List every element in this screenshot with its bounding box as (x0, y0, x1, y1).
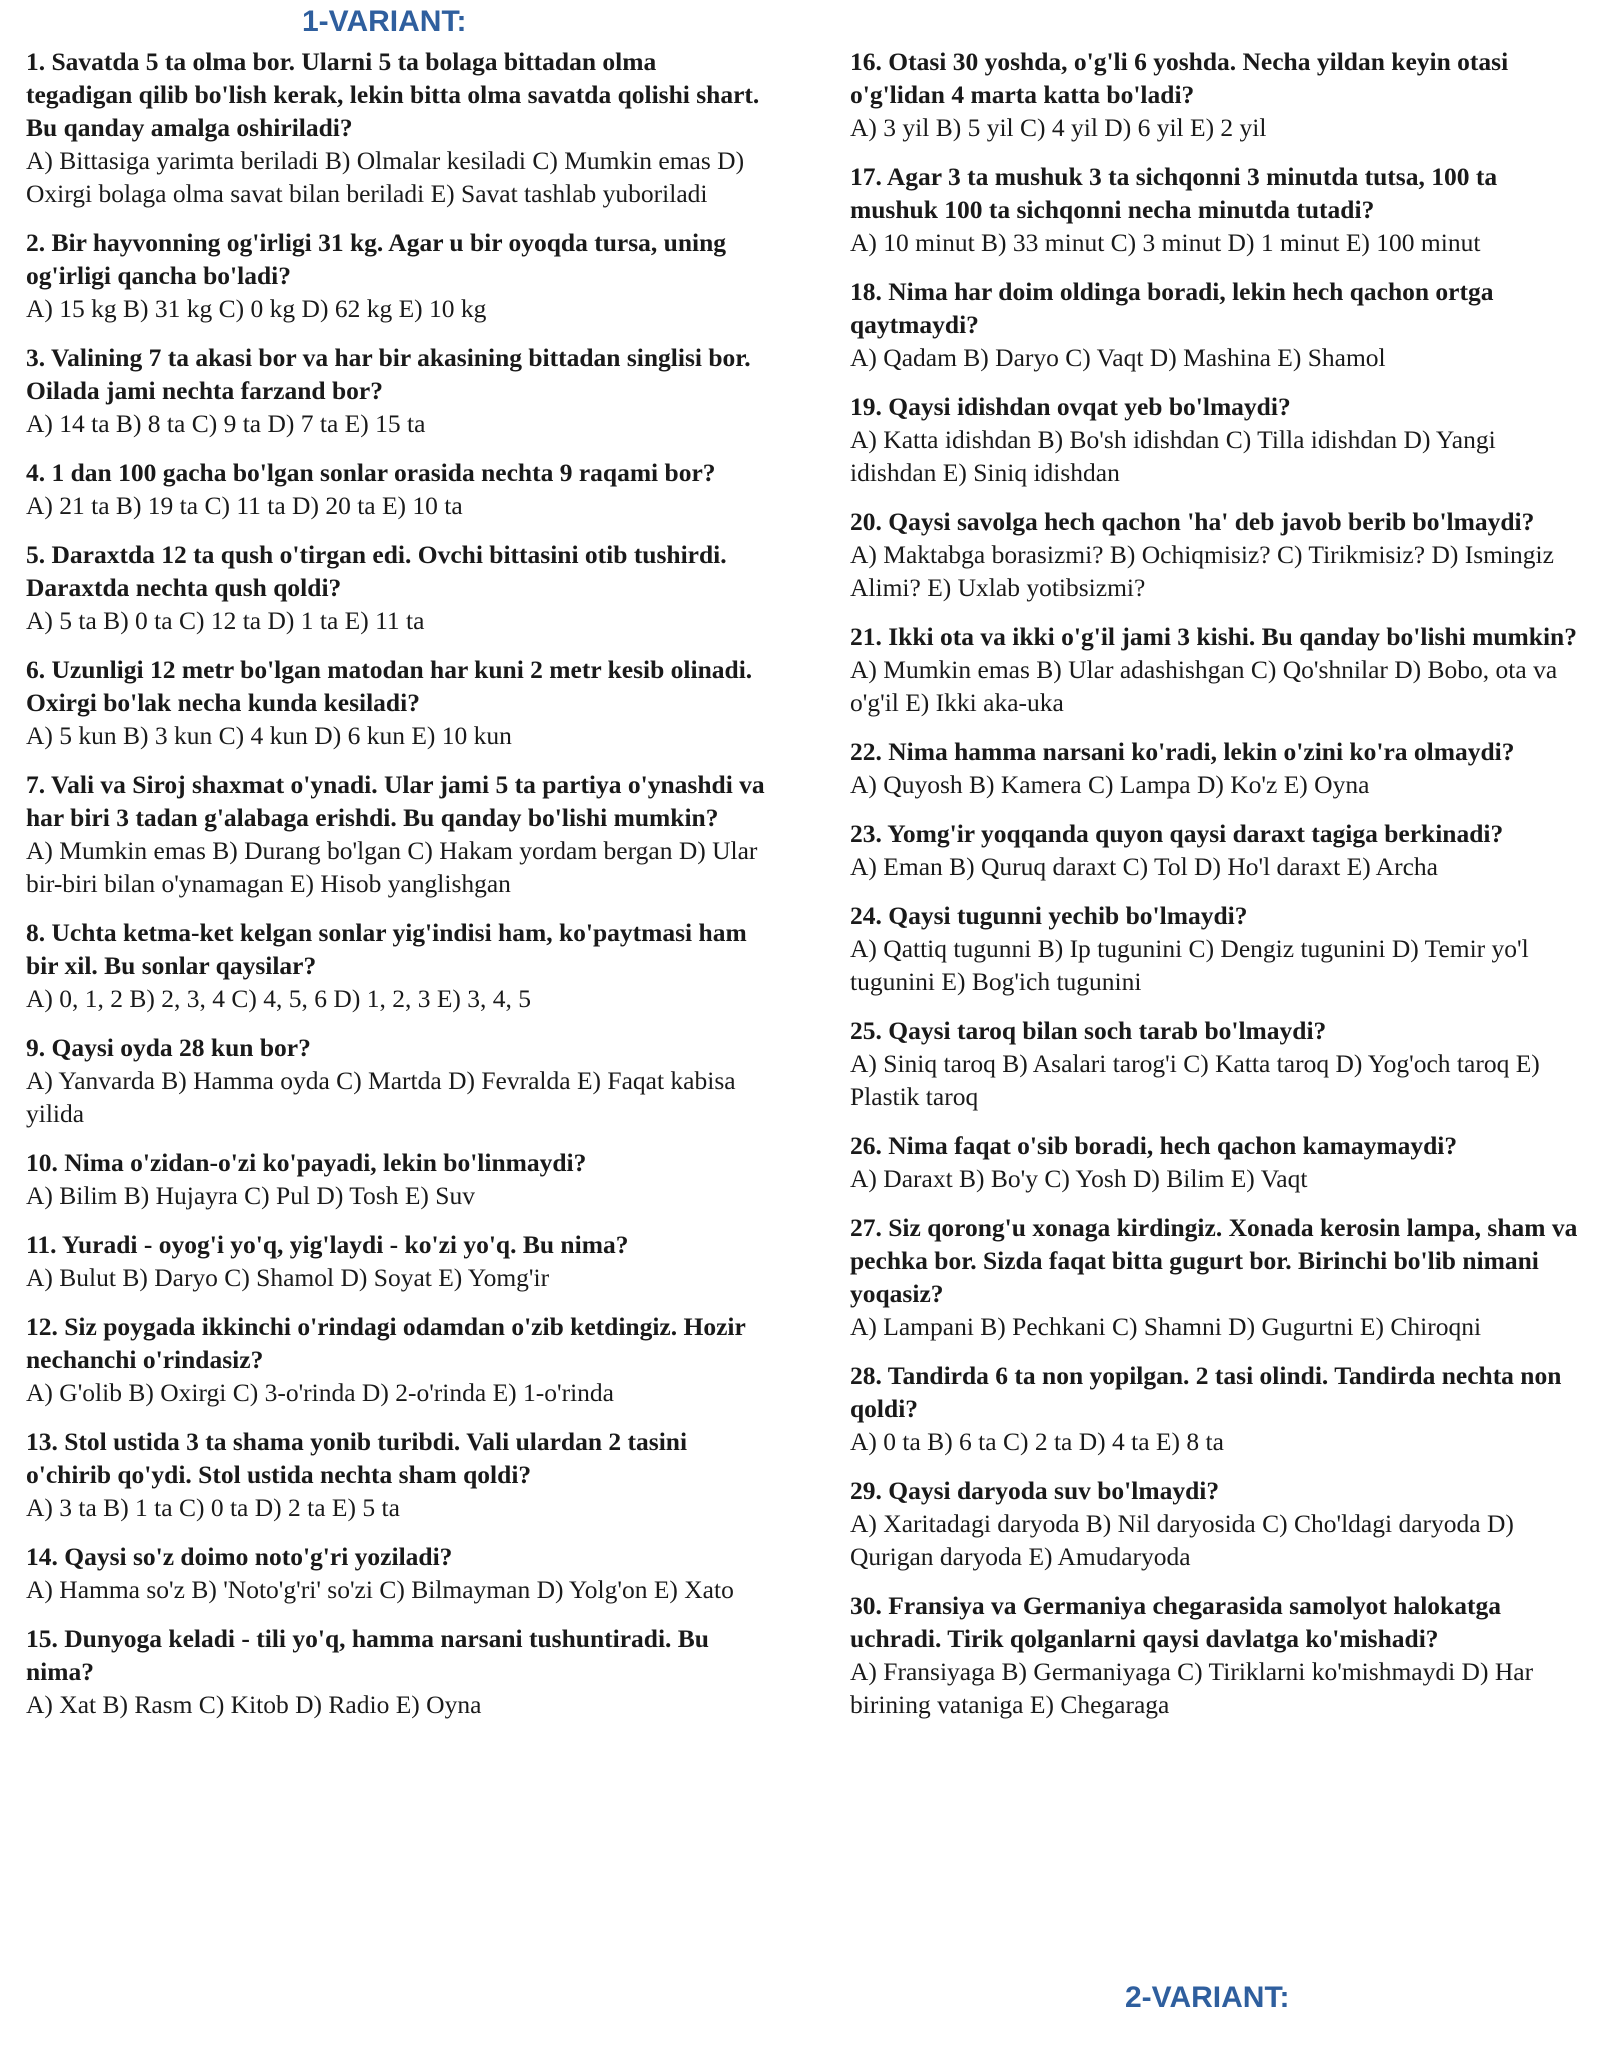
answer-options: A) Lampani B) Pechkani C) Shamni D) Gugurtni E) Chiroqni (850, 1312, 1482, 1341)
answer-options: A) 5 ta B) 0 ta C) 12 ta D) 1 ta E) 11 ta (26, 606, 425, 635)
question-block (26, 341, 766, 440)
answer-options: A) Bulut B) Daryo C) Shamol D) Soyat E) Yomg'ir (26, 1263, 550, 1292)
question-block (26, 1425, 766, 1524)
question-block (850, 735, 1580, 801)
answer-options: A) Mumkin emas B) Ular adashishgan C) Qo'shnilar D) Bobo, ota va o'g'il E) Ikki aka-uka (850, 655, 1558, 717)
question-text: 18. Nima har doim oldinga boradi, lekin hech qachon ortga qaytmaydi? (850, 277, 1494, 339)
question-text: 6. Uzunligi 12 metr bo'lgan matodan har kuni 2 metr kesib olinadi. Oxirgi bo'lak necha kunda kesiladi? (26, 655, 753, 717)
question-text: 13. Stol ustida 3 ta shama yonib turibdi. Vali ulardan 2 tasini o'chirib qo'ydi. Stol ustida nechta sham qoldi? (26, 1427, 688, 1489)
question-text: 17. Agar 3 ta mushuk 3 ta sichqonni 3 minutda tutsa, 100 ta mushuk 100 ta sichqonni necha minutda tutadi? (850, 162, 1498, 224)
question-block (26, 1031, 766, 1130)
question-block (26, 538, 766, 637)
answer-options: A) 21 ta B) 19 ta C) 11 ta D) 20 ta E) 10 ta (26, 491, 463, 520)
answer-options: A) Bittasiga yarimta beriladi B) Olmalar kesiladi C) Mumkin emas D) Oxirgi bolaga olma savat bilan beriladi E) Savat tashlab yuboriladi (26, 146, 745, 208)
answer-options: A) G'olib B) Oxirgi C) 3-o'rinda D) 2-o'rinda E) 1-o'rinda (26, 1378, 614, 1407)
answer-options: A) Fransiyaga B) Germaniyaga C) Tiriklarni ko'mishmaydi D) Har birining vataniga E) Chegaraga (850, 1657, 1534, 1719)
question-block (26, 1310, 766, 1409)
question-text: 11. Yuradi - oyog'i yo'q, yig'laydi - ko'zi yo'q. Bu nima? (26, 1230, 629, 1259)
question-text: 21. Ikki ota va ikki o'g'il jami 3 kishi. Bu qanday bo'lishi mumkin? (850, 622, 1577, 651)
question-block (26, 768, 766, 900)
questions-column-left (26, 45, 766, 1737)
question-block (850, 1129, 1580, 1195)
question-block (850, 1014, 1580, 1113)
answer-options: A) Xat B) Rasm C) Kitob D) Radio E) Oyna (26, 1690, 482, 1719)
answer-options: A) Eman B) Quruq daraxt C) Tol D) Ho'l daraxt E) Archa (850, 852, 1438, 881)
answer-options: A) 14 ta B) 8 ta C) 9 ta D) 7 ta E) 15 ta (26, 409, 426, 438)
question-block (26, 653, 766, 752)
question-block (26, 1146, 766, 1212)
question-block (26, 1228, 766, 1294)
variant-heading-top: 1-VARIANT: (302, 5, 467, 38)
question-text: 7. Vali va Siroj shaxmat o'ynadi. Ular jami 5 ta partiya o'ynashdi va har biri 3 tadan g'alabaga erishdi. Bu qanday bo'lishi mumkin? (26, 770, 765, 832)
question-text: 26. Nima faqat o'sib boradi, hech qachon kamaymaydi? (850, 1131, 1458, 1160)
question-text: 8. Uchta ketma-ket kelgan sonlar yig'indisi ham, ko'paytmasi ham bir xil. Bu sonlar qaysilar? (26, 918, 747, 980)
question-block (26, 456, 766, 522)
variant-heading-bottom: 2-VARIANT: (1125, 1981, 1290, 2014)
question-text: 4. 1 dan 100 gacha bo'lgan sonlar orasida nechta 9 raqami bor? (26, 458, 716, 487)
question-text: 27. Siz qorong'u xonaga kirdingiz. Xonada kerosin lampa, sham va pechka bor. Sizda faqat bitta gugurt bor. Birinchi bo'lib nimani yoqasiz? (850, 1213, 1578, 1308)
question-block (850, 160, 1580, 259)
question-block (850, 45, 1580, 144)
question-block (850, 390, 1580, 489)
question-text: 12. Siz poygada ikkinchi o'rindagi odamdan o'zib ketdingiz. Hozir nechanchi o'rindasiz? (26, 1312, 746, 1374)
answer-options: A) 3 ta B) 1 ta C) 0 ta D) 2 ta E) 5 ta (26, 1493, 400, 1522)
question-text: 16. Otasi 30 yoshda, o'g'li 6 yoshda. Necha yildan keyin otasi o'g'lidan 4 marta katta bo'ladi? (850, 47, 1509, 109)
question-block (850, 817, 1580, 883)
question-block (26, 45, 766, 210)
answer-options: A) 0, 1, 2 B) 2, 3, 4 C) 4, 5, 6 D) 1, 2, 3 E) 3, 4, 5 (26, 984, 532, 1013)
answer-options: A) Maktabga borasizmi? B) Ochiqmisiz? C) Tirikmisiz? D) Ismingiz Alimi? E) Uxlab yotibsizmi? (850, 540, 1554, 602)
question-text: 30. Fransiya va Germaniya chegarasida samolyot halokatga uchradi. Tirik qolganlarni qaysi davlatga ko'mishadi? (850, 1591, 1501, 1653)
answer-options: A) Bilim B) Hujayra C) Pul D) Tosh E) Suv (26, 1181, 475, 1210)
answer-options: A) Qattiq tugunni B) Ip tugunini C) Dengiz tugunini D) Temir yo'l tugunini E) Bog'ich tugunini (850, 934, 1529, 996)
question-text: 29. Qaysi daryoda suv bo'lmaydi? (850, 1476, 1220, 1505)
question-text: 1. Savatda 5 ta olma bor. Ularni 5 ta bolaga bittadan olma tegadigan qilib bo'lish kerak, lekin bitta olma savatda qolishi shart. Bu qanday amalga oshiriladi? (26, 47, 760, 142)
question-block (850, 1474, 1580, 1573)
question-text: 20. Qaysi savolga hech qachon 'ha' deb javob berib bo'lmaydi? (850, 507, 1535, 536)
question-text: 24. Qaysi tugunni yechib bo'lmaydi? (850, 901, 1248, 930)
question-text: 9. Qaysi oyda 28 kun bor? (26, 1033, 311, 1062)
answer-options: A) Yanvarda B) Hamma oyda C) Martda D) Fevralda E) Faqat kabisa yilida (26, 1066, 736, 1128)
question-block (850, 1589, 1580, 1721)
answer-options: A) Quyosh B) Kamera C) Lampa D) Ko'z E) Oyna (850, 770, 1370, 799)
question-block (26, 1622, 766, 1721)
answer-options: A) Daraxt B) Bo'y C) Yosh D) Bilim E) Vaqt (850, 1164, 1308, 1193)
question-text: 2. Bir hayvonning og'irligi 31 kg. Agar u bir oyoqda tursa, uning og'irligi qancha bo'ladi? (26, 228, 727, 290)
answer-options: A) Hamma so'z B) 'Noto'g'ri' so'zi C) Bilmayman D) Yolg'on E) Xato (26, 1575, 734, 1604)
answer-options: A) Xaritadagi daryoda B) Nil daryosida C) Cho'ldagi daryoda D) Qurigan daryoda E) Amudaryoda (850, 1509, 1514, 1571)
question-block (850, 275, 1580, 374)
question-text: 15. Dunyoga keladi - tili yo'q, hamma narsani tushuntiradi. Bu nima? (26, 1624, 709, 1686)
answer-options: A) Mumkin emas B) Durang bo'lgan C) Hakam yordam bergan D) Ular bir-biri bilan o'ynamagan E) Hisob yanglishgan (26, 836, 758, 898)
question-block (26, 1540, 766, 1606)
answer-options: A) Siniq taroq B) Asalari tarog'i C) Katta taroq D) Yog'och taroq E) Plastik taroq (850, 1049, 1540, 1111)
question-text: 22. Nima hamma narsani ko'radi, lekin o'zini ko'ra olmaydi? (850, 737, 1515, 766)
question-block (850, 620, 1580, 719)
question-text: 19. Qaysi idishdan ovqat yeb bo'lmaydi? (850, 392, 1291, 421)
question-text: 25. Qaysi taroq bilan soch tarab bo'lmaydi? (850, 1016, 1327, 1045)
answer-options: A) 5 kun B) 3 kun C) 4 kun D) 6 kun E) 10 kun (26, 721, 512, 750)
question-block (850, 1359, 1580, 1458)
question-block (850, 899, 1580, 998)
question-block (26, 226, 766, 325)
question-block (26, 916, 766, 1015)
questions-column-right (850, 45, 1580, 1737)
question-text: 23. Yomg'ir yoqqanda quyon qaysi daraxt tagiga berkinadi? (850, 819, 1504, 848)
answer-options: A) 3 yil B) 5 yil C) 4 yil D) 6 yil E) 2 yil (850, 113, 1267, 142)
answer-options: A) Qadam B) Daryo C) Vaqt D) Mashina E) Shamol (850, 343, 1386, 372)
question-text: 3. Valining 7 ta akasi bor va har bir akasining bittadan singlisi bor. Oilada jami nechta farzand bor? (26, 343, 751, 405)
answer-options: A) 0 ta B) 6 ta C) 2 ta D) 4 ta E) 8 ta (850, 1427, 1224, 1456)
answer-options: A) 10 minut B) 33 minut C) 3 minut D) 1 minut E) 100 minut (850, 228, 1481, 257)
question-block (850, 1211, 1580, 1343)
question-text: 28. Tandirda 6 ta non yopilgan. 2 tasi olindi. Tandirda nechta non qoldi? (850, 1361, 1562, 1423)
question-block (850, 505, 1580, 604)
question-text: 5. Daraxtda 12 ta qush o'tirgan edi. Ovchi bittasini otib tushirdi. Daraxtda nechta qush qoldi? (26, 540, 727, 602)
answer-options: A) 15 kg B) 31 kg C) 0 kg D) 62 kg E) 10 kg (26, 294, 487, 323)
question-text: 14. Qaysi so'z doimo noto'g'ri yoziladi? (26, 1542, 453, 1571)
question-text: 10. Nima o'zidan-o'zi ko'payadi, lekin bo'linmaydi? (26, 1148, 587, 1177)
answer-options: A) Katta idishdan B) Bo'sh idishdan C) Tilla idishdan D) Yangi idishdan E) Siniq idishdan (850, 425, 1496, 487)
